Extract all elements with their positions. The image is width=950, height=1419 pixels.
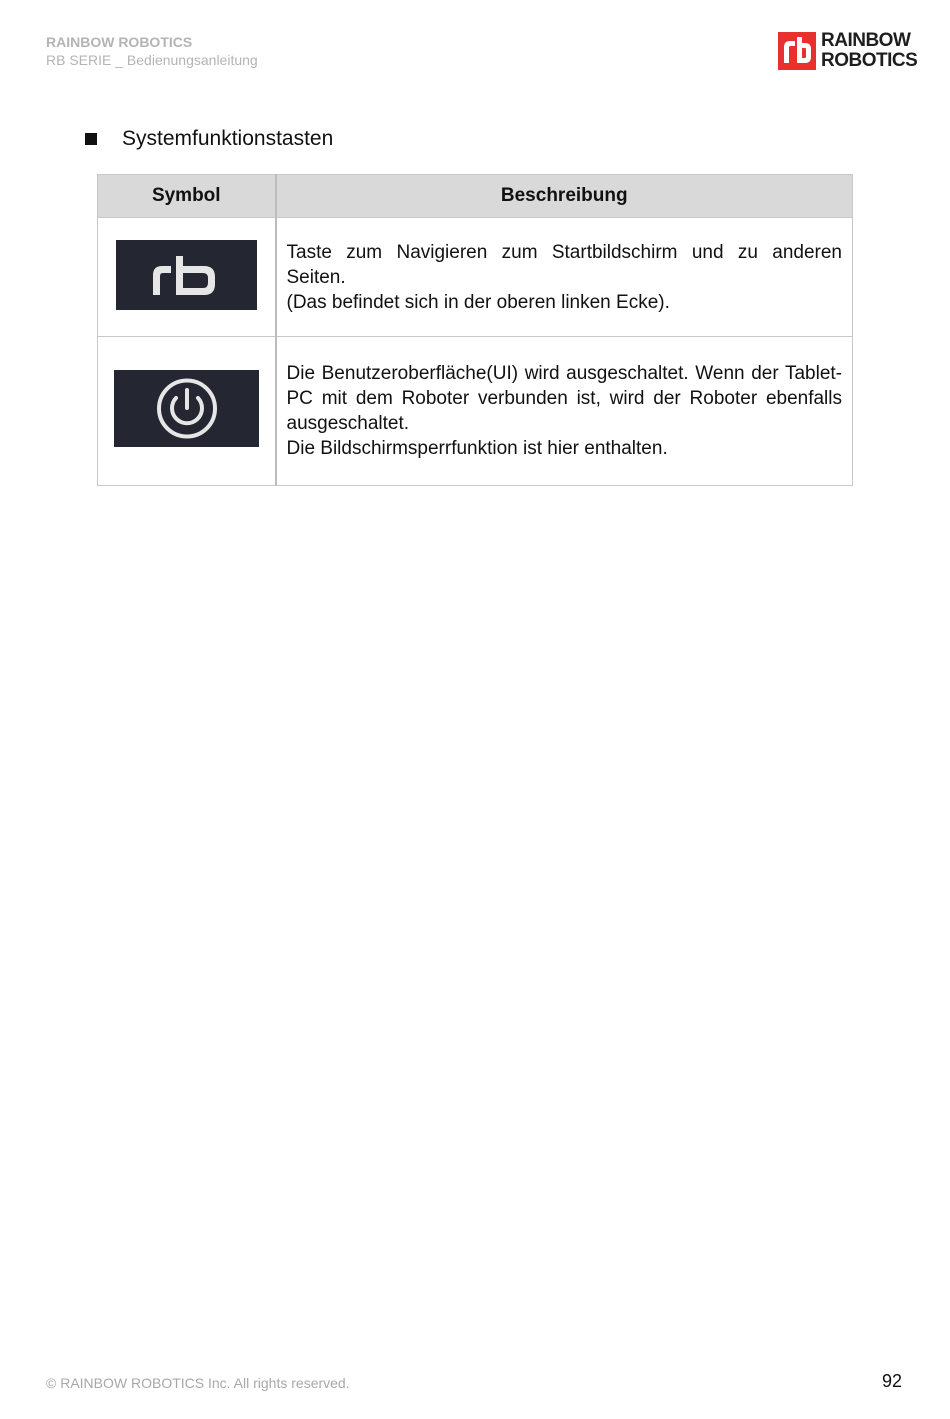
logo-line-2: ROBOTICS — [821, 50, 918, 71]
header-manual-title: RB SERIE _ Bedienungsanleitung — [46, 52, 258, 68]
description-cell — [276, 218, 853, 337]
logo-line-1: RAINBOW — [821, 30, 911, 51]
logo-wordmark — [821, 31, 917, 71]
symbol-cell — [98, 218, 276, 337]
rb-logo-mark-icon — [778, 32, 816, 70]
description-line: (Das befindet sich in der oberen linken Ecke). — [286, 291, 670, 313]
footer-copyright: © RAINBOW ROBOTICS Inc. All rights reserved. — [46, 1375, 350, 1391]
table-row — [98, 218, 853, 337]
rb-logo-icon — [116, 240, 257, 310]
power-icon — [114, 370, 259, 447]
description-line: Die Bildschirmsperrfunktion ist hier enthalten. — [286, 438, 668, 459]
table-row — [98, 337, 853, 486]
column-header-description: Beschreibung — [276, 175, 853, 218]
rainbow-robotics-logo — [778, 30, 918, 72]
description-cell — [276, 337, 853, 486]
square-bullet-icon — [85, 133, 97, 145]
section-title: Systemfunktionstasten — [122, 127, 334, 150]
description-line: Taste zum Navigieren zum Startbildschirm und zu anderen Seiten. — [286, 241, 842, 288]
section-heading — [85, 127, 333, 151]
table-header-row — [98, 175, 853, 218]
page-number: 92 — [882, 1371, 903, 1391]
column-header-symbol: Symbol — [98, 175, 276, 218]
header-company: RAINBOW ROBOTICS — [46, 34, 193, 50]
symbol-cell — [98, 337, 276, 486]
description-line: Die Benutzeroberfläche(UI) wird ausgeschaltet. Wenn der Tablet-PC mit dem Roboter verbunden ist, wird der Roboter ebenfalls ausgeschaltet. — [286, 363, 842, 434]
system-keys-table — [97, 174, 853, 486]
